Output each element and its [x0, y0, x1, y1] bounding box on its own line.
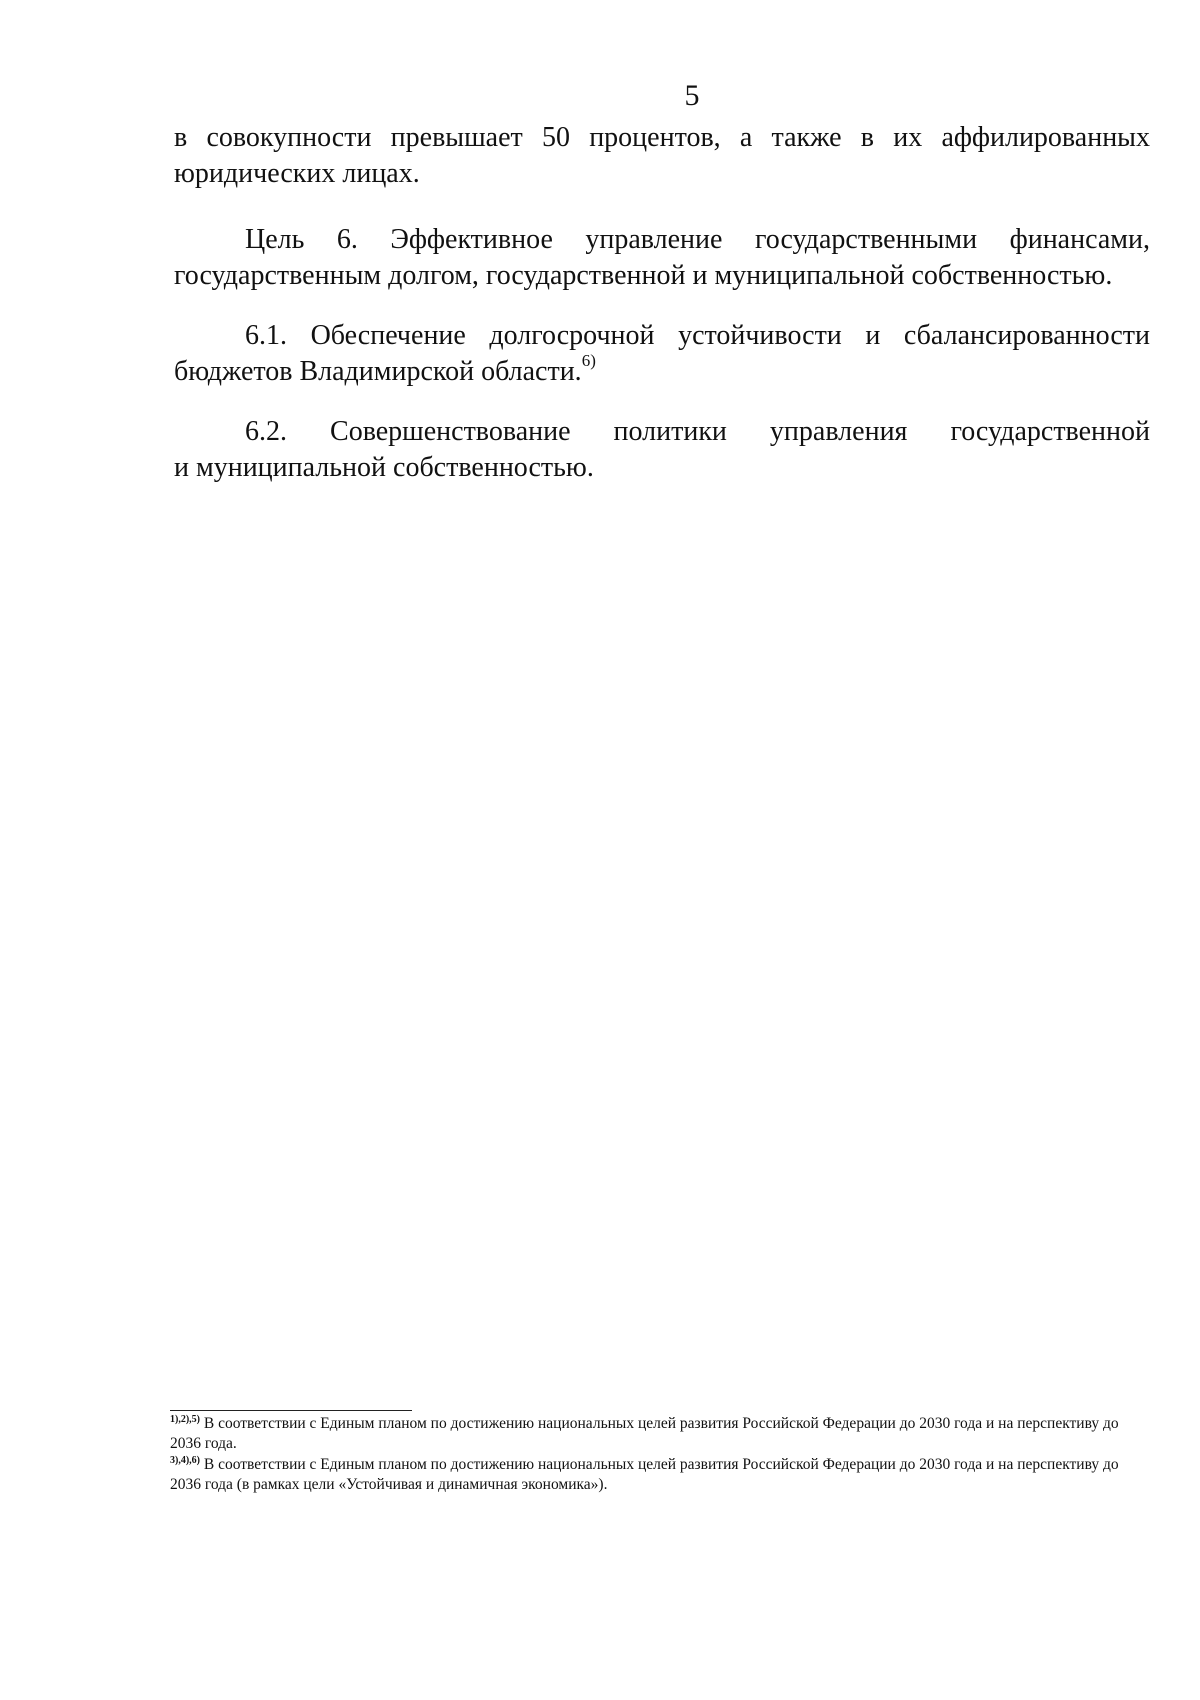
paragraph-line: бюджетов Владимирской области.	[174, 356, 582, 387]
footnote-mark: 1),2),5)	[170, 1414, 200, 1425]
item-6-1	[174, 318, 1150, 390]
footnote-divider	[170, 1410, 412, 1411]
footnote-item	[170, 1414, 1150, 1453]
paragraph-line: юридических лицах.	[174, 158, 420, 189]
document-body	[174, 120, 1150, 486]
paragraph-line: государственным долгом, государственной и муниципальной собственностью.	[174, 260, 1113, 291]
paragraph-line: 6.2. Совершенствование политики управления государственной	[245, 416, 1150, 447]
footnote-ref: 6)	[581, 351, 596, 370]
page-number: 5	[684, 79, 700, 112]
paragraph-continuation	[174, 120, 1150, 192]
footnote-mark: 3),4),6)	[170, 1455, 200, 1466]
paragraph-line: 6.1. Обеспечение долгосрочной устойчивости и сбалансированности	[245, 320, 1150, 351]
goal-6-heading	[174, 222, 1150, 294]
footnote-item	[170, 1455, 1150, 1494]
paragraph-line: Цель 6. Эффективное управление государственными финансами,	[245, 224, 1150, 255]
paragraph-line: и муниципальной собственностью.	[174, 452, 594, 483]
footnote-text: В соответствии с Единым планом по достижению национальных целей развития Российской Федерации до 2030 года и на перспективу до 2036 года (в рамках цели «Устойчивая и динамичная экономика»).	[170, 1456, 1119, 1493]
item-6-2	[174, 414, 1150, 486]
footnotes	[170, 1414, 1150, 1496]
footnote-text: В соответствии с Единым планом по достижению национальных целей развития Российской Федерации до 2030 года и на перспективу до 2036 года.	[170, 1415, 1119, 1452]
paragraph-line: в совокупности превышает 50 процентов, а также в их аффилированных	[174, 122, 1150, 153]
